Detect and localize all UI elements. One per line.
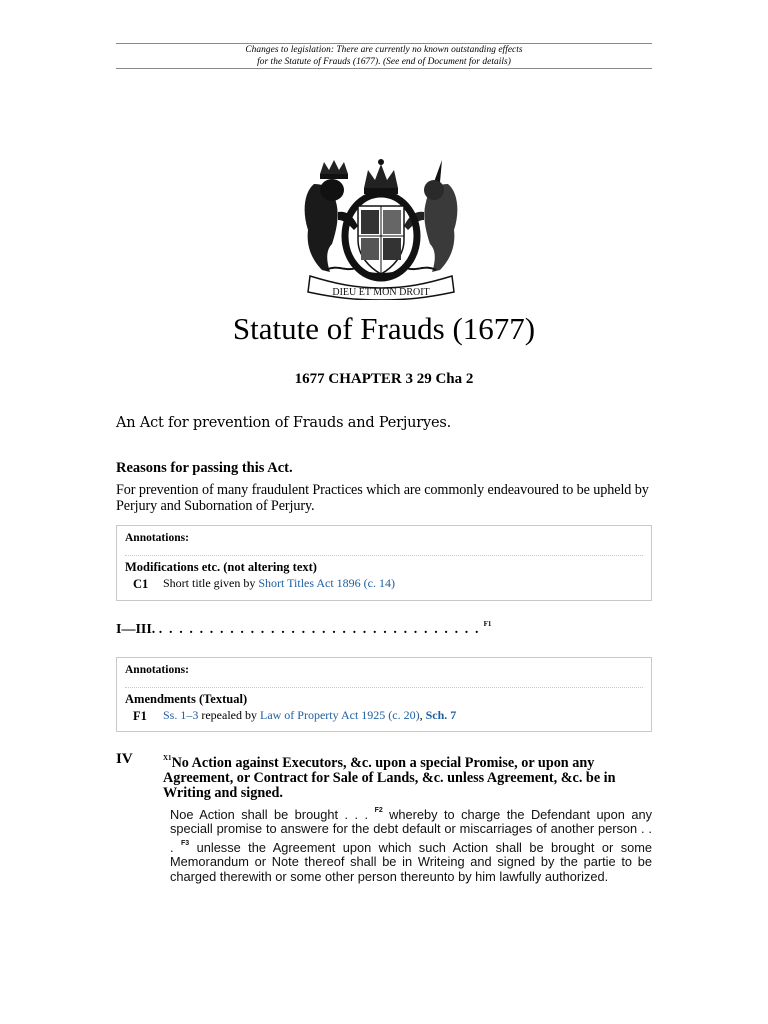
- royal-coat-of-arms-icon: [296, 152, 466, 300]
- section-4-heading: [163, 751, 643, 801]
- banner-line-2: for the Statute of Frauds (1677). (See end of Document for details): [257, 57, 511, 67]
- document-title: Statute of Frauds (1677): [232, 311, 536, 346]
- annotation-key: F1: [133, 709, 147, 723]
- annotation-text-prefix: Short title given by: [163, 576, 259, 590]
- repealed-dots: . . . . . . . . . . . . . . . . . . . . . . . . . . . . . . . .: [158, 622, 481, 637]
- footnote-ref-f2[interactable]: F2: [374, 807, 383, 814]
- annotation-text: [163, 708, 456, 723]
- annotations-heading: Annotations:: [125, 532, 189, 544]
- banner-line-1: Changes to legislation: There are currently no known outstanding effects: [245, 45, 523, 55]
- annotations-subheading: Modifications etc. (not altering text): [125, 560, 317, 574]
- section-4-number: IV: [116, 751, 133, 767]
- body-part-2: whereby to charge the Defendant upon any speciall promise to answere for the debt default or miscarriages of another person . . .: [170, 807, 652, 855]
- annotations-heading: Annotations:: [125, 664, 189, 676]
- annotation-text-middle: repealed by: [198, 708, 260, 722]
- annotation-key: C1: [133, 577, 149, 591]
- section-4-body: [170, 804, 652, 884]
- short-titles-act-link[interactable]: Short Titles Act 1896 (c. 14): [258, 576, 396, 590]
- changes-to-legislation-banner: [116, 43, 652, 69]
- chapter-number: 1677 CHAPTER 3 29 Cha 2: [294, 371, 474, 387]
- sections-1-3-repealed: [116, 620, 491, 638]
- annotations-box-modifications: [116, 525, 652, 601]
- divider: [125, 555, 643, 556]
- body-part-3: unlesse the Agreement upon which such Action shall be brought or some Memorandum or Note thereof shall be in Writeing and signed by the partie to be charged therewith or some other person thereunto by him lawfully authorized.: [170, 839, 652, 884]
- schedule-link[interactable]: Sch. 7: [425, 708, 457, 722]
- body-part-1: Noe Action shall be brought . . .: [170, 807, 375, 822]
- svg-text:DIEU ET MON DROIT: DIEU ET MON DROIT: [332, 287, 430, 298]
- divider: [125, 687, 643, 688]
- reasons-heading: Reasons for passing this Act.: [116, 460, 293, 476]
- section-label: I—III.: [116, 622, 156, 637]
- footnote-ref-f1[interactable]: F1: [483, 620, 492, 628]
- reasons-text: For prevention of many fraudulent Practices which are commonly endeavoured to be upheld by Perjury and Subornation of Perjury.: [116, 482, 649, 514]
- long-title: An Act for prevention of Frauds and Perjuryes.: [116, 415, 452, 431]
- sections-link[interactable]: Ss. 1–3: [163, 708, 199, 722]
- footnote-ref-f3[interactable]: F3: [181, 839, 190, 847]
- annotation-text: [163, 576, 395, 591]
- annotations-box-amendments: [116, 657, 652, 732]
- annotation-separator: ,: [419, 708, 426, 722]
- law-of-property-act-link[interactable]: Law of Property Act 1925 (c. 20): [259, 708, 420, 722]
- annotations-subheading: Amendments (Textual): [125, 692, 248, 706]
- footnote-ref-x1[interactable]: X1: [163, 754, 172, 762]
- section-4-heading-text: No Action against Executors, &c. upon a special Promise, or upon any Agreement, or Contract for Sale of Lands, &c. unless Agreement, &c. be in Writing and signed.: [163, 755, 616, 801]
